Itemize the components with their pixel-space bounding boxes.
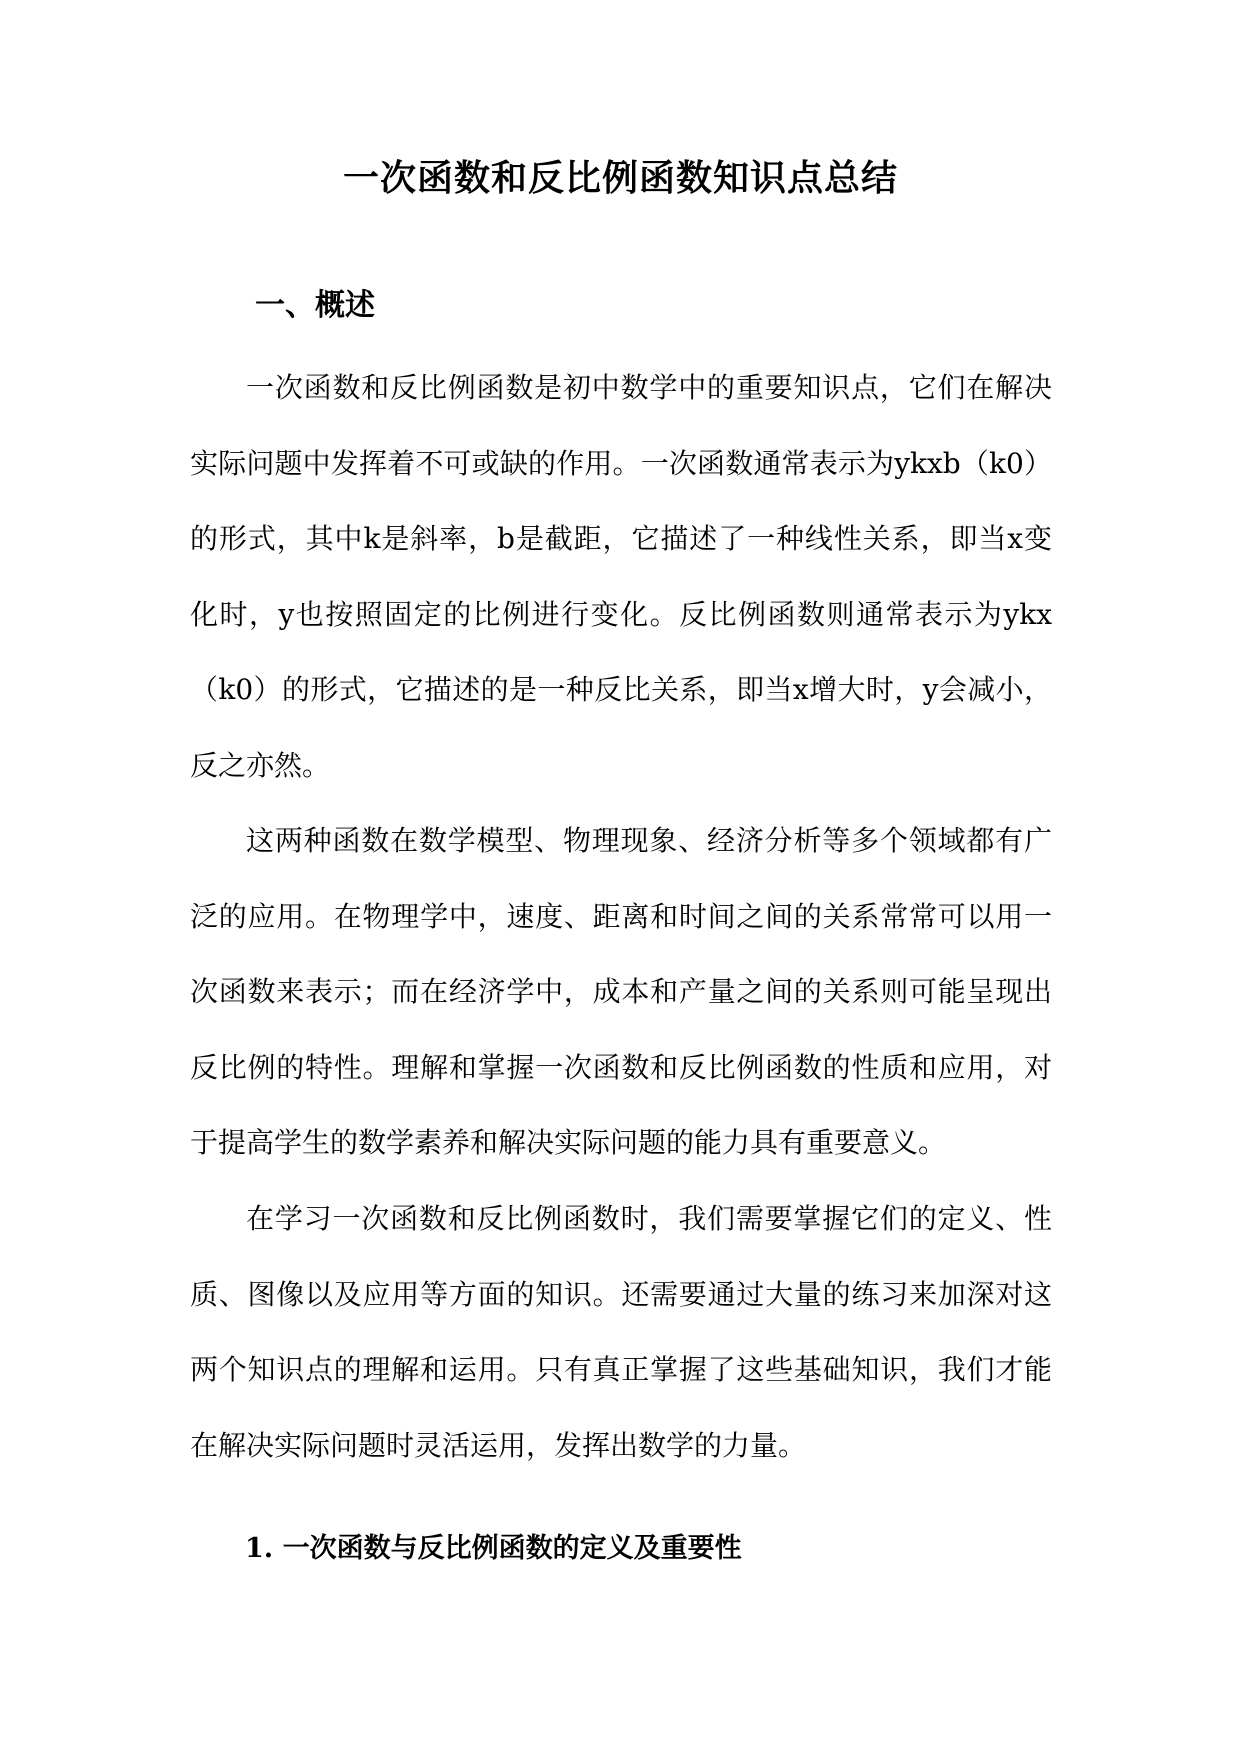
paragraph-learning: 在学习一次函数和反比例函数时，我们需要掌握它们的定义、性质、图像以及应用等方面的知识。还需要通过大量的练习来加深对这两个知识点的理解和运用。只有真正掌握了这些基础知识，我们才能在解决实际问题时灵活运用，发挥出数学的力量。 — [190, 1202, 1052, 1462]
paragraph-definitions: 一次函数和反比例函数是初中数学中的重要知识点，它们在解决实际问题中发挥着不可或缺的作用。一次函数通常表示为ykxb（k0）的形式，其中k是斜率，b是截距，它描述了一种线性关系，即当x变化时，y也按照固定的比例进行变化。反比例函数则通常表示为ykx（k0）的形式，它描述的是一种反比关系，即当x增大时，y会减小，反之亦然。 — [190, 371, 1052, 782]
subsection-heading-definition: 1. 一次函数与反比例函数的定义及重要性 — [245, 1533, 742, 1564]
document-title: 一次函数和反比例函数知识点总结 — [342, 157, 898, 199]
paragraph-applications: 这两种函数在数学模型、物理现象、经济分析等多个领域都有广泛的应用。在物理学中，速度、距离和时间之间的关系常常可以用一次函数来表示；而在经济学中，成本和产量之间的关系则可能呈现出反比例的特性。理解和掌握一次函数和反比例函数的性质和应用，对于提高学生的数学素养和解决实际问题的能力具有重要意义。 — [190, 824, 1052, 1159]
section-heading-overview: 一、概述 — [255, 288, 375, 323]
